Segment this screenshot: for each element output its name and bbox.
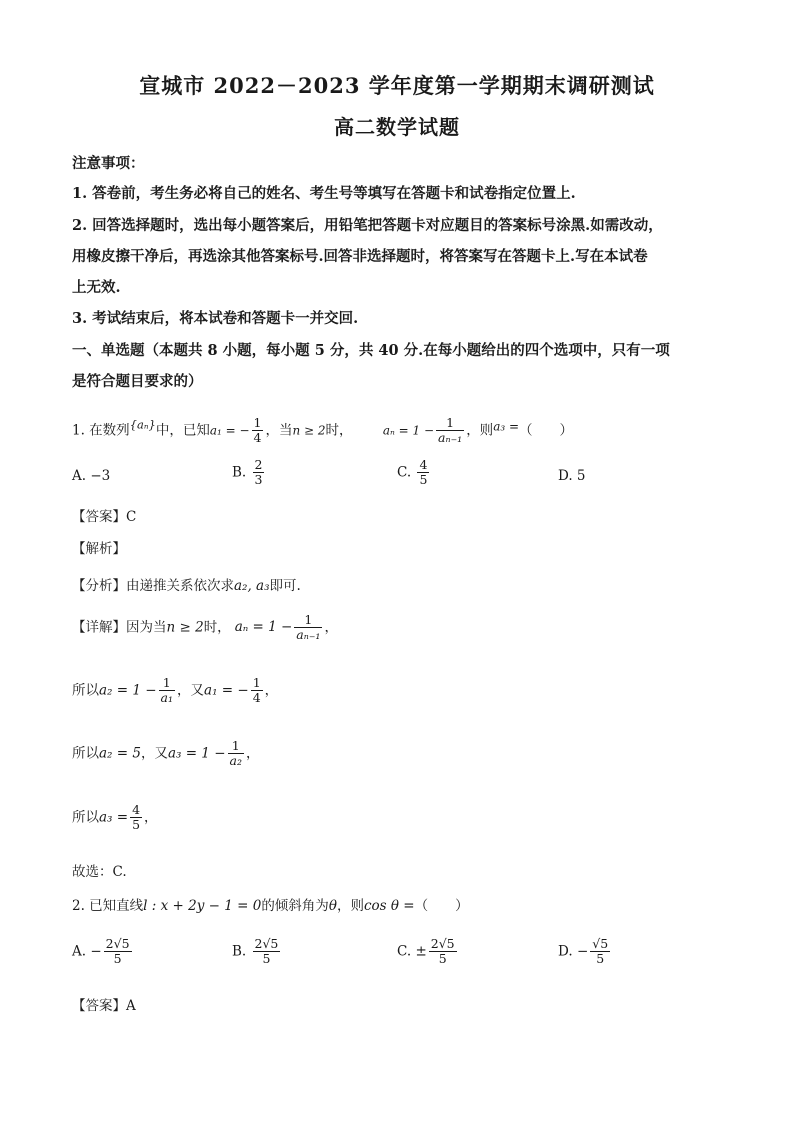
q2-option-b-label: B. [232, 943, 247, 960]
q2-answer [72, 994, 136, 1014]
q2-option-b-num: 2√5 [254, 936, 279, 951]
q2-option-d-num: √5 [592, 936, 609, 951]
q1-step-2-den: a₂ [229, 753, 242, 769]
q1-ask: a₃ = [493, 419, 520, 434]
q1-choose: 故选：C. [72, 864, 127, 880]
q1-step-1-fraction-2 [251, 676, 263, 706]
q2-option-c-den: 5 [429, 951, 457, 966]
q1-option-b [232, 458, 266, 488]
q1-paren: （ ） [519, 422, 574, 439]
q1-fenxi [72, 574, 301, 594]
q2-option-a [72, 937, 134, 967]
notice-heading: 注意事项： [72, 155, 145, 172]
q1-step-1-prefix: 所以 [72, 682, 99, 699]
q1-step-3-num: 4 [132, 802, 141, 817]
notice-item-3: 3. 考试结束后，将本试卷和答题卡一并交回. [72, 310, 359, 327]
q1-text-1: 1. 在数列 [72, 422, 130, 439]
q1-step-1-lhs: a₂ = 1 − [99, 682, 157, 699]
q1-step-3-lhs: a₃ = [99, 809, 129, 826]
q1-text-2: 中，已知 [155, 422, 210, 439]
q2-option-d-sign: − [576, 943, 589, 960]
q2-option-a-sign: − [90, 943, 102, 960]
q2-paren: （ ） [414, 898, 469, 914]
q1-step-1-mid: ，又 [177, 682, 205, 699]
q1-analysis-tag: 【解析】 [72, 541, 126, 557]
q1-step-2-end: ， [245, 745, 260, 762]
q2-option-c [397, 937, 459, 967]
q2-option-b-den: 5 [253, 951, 281, 966]
q1-step-1-end: ， [264, 682, 279, 699]
q1-option-c-label: C. [397, 464, 412, 481]
q1-step-2-num: 1 [231, 738, 240, 753]
q2-option-a-label: A. [72, 943, 87, 960]
q2-option-b-fraction [253, 937, 281, 967]
q1-a1-fraction [252, 416, 264, 446]
q1-detail-condition: n ≥ 2 [166, 619, 204, 636]
q2-answer-tag: 【答案】 [72, 998, 126, 1014]
q2-answer-value: A [126, 998, 136, 1014]
q1-step-1-rhs: a₁ = − [204, 682, 249, 699]
q2-option-c-label: C. [397, 943, 412, 960]
section-heading-line-1: 一、单选题（本题共 8 小题，每小题 5 分，共 40 分.在每小题给出的四个选项中，只有一项 [72, 342, 670, 359]
q1-recurrence-num: 1 [446, 415, 455, 430]
q1-answer [72, 505, 136, 525]
q2-option-d-fraction [590, 937, 610, 967]
q1-stem [72, 416, 573, 446]
q2-option-d-den: 5 [590, 951, 610, 966]
q1-recurrence-fraction [436, 416, 464, 446]
q2-theta: θ [328, 898, 337, 914]
q1-answer-tag: 【答案】 [72, 509, 126, 525]
q1-fenxi-text: 由递推关系依次求 [126, 578, 234, 594]
q1-answer-value: C [126, 509, 137, 525]
q1-step-1-den: a₁ [160, 690, 174, 706]
q2-option-a-fraction [104, 937, 132, 967]
q2-option-a-den: 5 [104, 951, 132, 966]
q1-step-1 [72, 676, 278, 706]
q1-fenxi-math: a₂, a₃ [234, 578, 270, 594]
q1-text-5: ，则 [466, 422, 494, 439]
q1-option-b-fraction [253, 458, 265, 488]
q2-option-d [558, 937, 612, 967]
q1-step-1-num-2: 1 [252, 675, 261, 690]
q1-detail-lhs: aₙ = 1 − [234, 619, 293, 636]
q1-detail-text-1: 因为当 [126, 619, 167, 636]
q1-text-3: ，当 [265, 422, 293, 439]
q2-option-b [232, 937, 282, 967]
q1-step-2-mid: ，又 [140, 745, 168, 762]
q2-stem [72, 894, 469, 914]
q1-a1-den: 4 [253, 430, 262, 446]
q1-detail-end: ， [324, 619, 338, 636]
q1-detail-den: aₙ₋₁ [296, 627, 321, 643]
q1-step-1-den-2: 4 [252, 690, 261, 706]
q1-step-2-eq: a₂ = 5 [99, 745, 141, 762]
notice-item-2-line-3: 上无效. [72, 279, 121, 296]
q2-text-3: ，则 [336, 898, 364, 914]
section-heading-line-2: 是符合题目要求的） [72, 373, 203, 390]
q2-line-equation: l : x + 2y − 1 = 0 [143, 898, 262, 914]
q2-ask: cos θ = [363, 898, 415, 914]
q1-fenxi-tag: 【分析】 [72, 578, 126, 594]
q1-step-3-end: ， [144, 809, 158, 826]
q1-step-2 [72, 739, 259, 769]
q1-step-3-den: 5 [132, 817, 141, 833]
q1-a1-num: 1 [253, 415, 262, 430]
q1-condition: n ≥ 2 [292, 423, 326, 438]
q1-step-2-fraction [228, 739, 244, 769]
notice-item-1: 1. 答卷前，考生务必将自己的姓名、考生号等填写在答题卡和试卷指定位置上. [72, 185, 576, 202]
q1-detail [72, 613, 338, 643]
q2-text-2: 的倾斜角为 [261, 898, 329, 914]
q2-option-c-sign: ± [415, 943, 427, 960]
q1-option-c-fraction [417, 458, 429, 488]
q1-step-3-fraction [130, 803, 142, 833]
q1-a1-lhs: a₁ = − [209, 423, 250, 438]
q1-detail-fraction [294, 613, 322, 643]
q1-step-3 [72, 803, 158, 833]
q1-option-b-num: 2 [254, 457, 263, 472]
q2-option-c-fraction [429, 937, 457, 967]
q1-detail-num: 1 [304, 612, 313, 627]
q2-option-a-num: 2√5 [105, 936, 130, 951]
q1-step-2-rhs: a₃ = 1 − [167, 745, 226, 762]
q2-option-d-label: D. [558, 943, 573, 960]
page-subtitle: 高二数学试题 [334, 115, 460, 139]
q1-option-c-den: 5 [419, 472, 428, 488]
q2-text-1: 2. 已知直线 [72, 898, 144, 914]
q1-option-b-label: B. [232, 464, 247, 481]
page-title: 宣城市 2022－2023 学年度第一学期期末调研测试 [139, 73, 655, 98]
q1-detail-tag: 【详解】 [72, 619, 126, 636]
q1-option-b-den: 3 [254, 472, 263, 488]
q1-step-1-num: 1 [162, 675, 171, 690]
q1-step-3-prefix: 所以 [72, 809, 99, 826]
q1-step-2-prefix: 所以 [72, 745, 99, 762]
q1-option-d: D. 5 [558, 468, 586, 484]
q1-option-a: A. −3 [72, 468, 111, 484]
notice-item-2-line-2: 用橡皮擦干净后，再选涂其他答案标号.回答非选择题时，将答案写在答题卡上.写在本试卷 [72, 248, 648, 265]
q1-option-c-num: 4 [419, 457, 428, 472]
q1-recurrence-den: aₙ₋₁ [438, 430, 463, 446]
q1-detail-text-2: 时， [203, 619, 231, 636]
q1-recurrence-lhs: aₙ = 1 − [382, 423, 435, 438]
q2-option-c-num: 2√5 [430, 936, 455, 951]
q1-sequence: {aₙ} [129, 417, 156, 432]
q1-fenxi-end: 即可. [269, 578, 301, 594]
q1-text-4: 时， [325, 422, 353, 439]
notice-item-2-line-1: 2. 回答选择题时，选出每小题答案后，用铅笔把答题卡对应题目的答案标号涂黑.如需改动， [72, 217, 663, 234]
q1-step-1-fraction [159, 676, 175, 706]
q1-option-c [397, 458, 431, 488]
